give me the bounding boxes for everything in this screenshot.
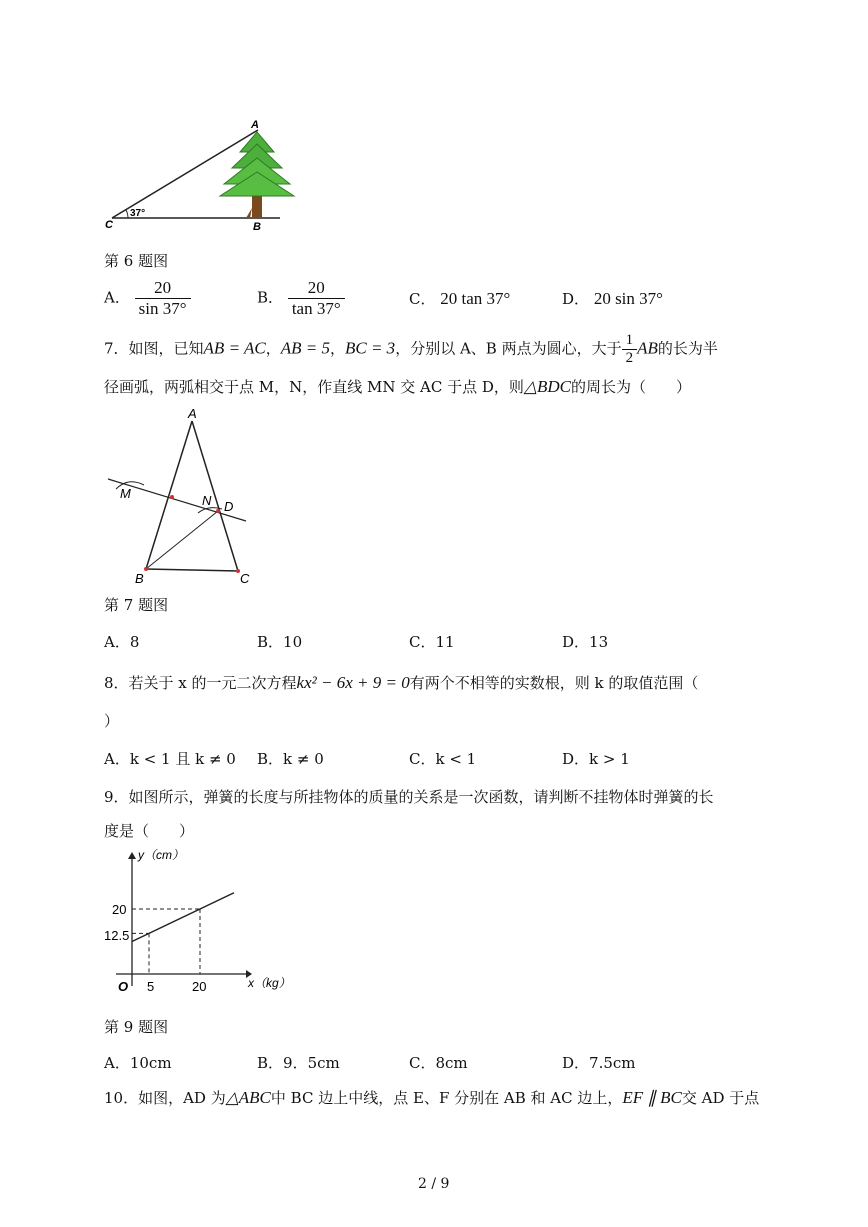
tree-image [220, 132, 294, 218]
q8-line2: ） [104, 712, 120, 730]
q9-option-a[interactable]: A．10cm [104, 1054, 172, 1072]
y-tick-20: 20 [112, 902, 127, 917]
q7-caption: 第 7 题图 [104, 596, 169, 614]
y-axis-arrow [128, 852, 136, 859]
q6-option-a-letter: A． [104, 288, 130, 307]
q9-line1: 9．如图所示，弹簧的长度与所挂物体的质量的关系是一次函数，请判断不挂物体时弹簧的长 [104, 788, 714, 806]
q7-option-d[interactable]: D．13 [562, 633, 609, 651]
q7-label-a: A [188, 406, 197, 421]
q7-option-a[interactable]: A．8 [104, 633, 140, 651]
q10-line1: 10．如图，AD 为△ABC中 BC 边上中线，点 E、F 分别在 AB 和 AC 边上，EF ∥ BC交 AD 于点 [104, 1088, 760, 1107]
q6-option-c-text: 20 tan 37° [440, 289, 511, 308]
q9-function-line [132, 893, 234, 942]
q8-option-c[interactable]: C．k < 1 [409, 750, 477, 768]
q6-caption: 第 6 题图 [104, 252, 169, 270]
q7-label-d: D [224, 499, 234, 514]
q7-option-b[interactable]: B．10 [257, 633, 303, 651]
x-axis-label: x（kg） [248, 976, 291, 990]
q6-option-c[interactable] [409, 288, 510, 309]
q8-option-d[interactable]: D．k > 1 [562, 750, 630, 768]
q6-option-b-fraction: $\frac{20}{\tan 37^\circ}$ [288, 278, 345, 319]
q6-option-b[interactable] [257, 278, 345, 319]
q8-option-b[interactable]: B．k ≠ 0 [257, 750, 324, 768]
q9-option-d[interactable]: D．7.5cm [562, 1054, 636, 1072]
q9-graph [100, 845, 300, 1000]
x-tick-5: 5 [147, 979, 155, 994]
q6-option-c-letter: C． [409, 290, 436, 308]
y-tick-12-5: 12.5 [104, 928, 130, 943]
q7-label-c: C [240, 571, 250, 585]
q6-option-a-fraction: $\frac{20}{\sin 37^\circ}$ [135, 278, 191, 319]
q6-option-d-letter: D． [562, 290, 590, 308]
q9-line2: 度是（ ） [104, 822, 195, 840]
q9-option-c[interactable]: C．8cm [409, 1054, 468, 1072]
x-tick-20: 20 [192, 979, 207, 994]
q7-line2: 径画弧，两弧相交于点 M，N，作直线 MN 交 AC 于点 D，则△BDC的周长为（ ） [104, 377, 692, 396]
q9-option-b[interactable]: B．9．5cm [257, 1054, 340, 1072]
q6-label-angle: 37° [130, 208, 146, 219]
q8-line1: 8．若关于 x 的一元二次方程kx² − 6x + 9 = 0有两个不相等的实数根，则 k 的取值范围（ [104, 673, 699, 692]
q6-label-c: C [105, 219, 113, 231]
q7-label-n: N [202, 493, 212, 508]
q9-caption: 第 9 题图 [104, 1018, 169, 1036]
origin-label: O [118, 979, 129, 994]
q7-option-c[interactable]: C．11 [409, 633, 455, 651]
q7-label-b: B [135, 571, 144, 585]
page-number: 2 / 9 [418, 1176, 450, 1192]
q6-label-b: B [253, 221, 261, 233]
q6-option-d[interactable] [562, 288, 663, 309]
q6-option-d-text: 20 sin 37° [593, 289, 663, 308]
q7-figure [100, 405, 260, 585]
y-axis-label: y（cm） [138, 848, 184, 862]
q7-label-m: M [120, 486, 131, 501]
q6-figure [100, 116, 310, 236]
q7-line1: 7．如图，已知AB = AC，AB = 5，BC = 3，分别以 A、B 两点为圆心，大于 $\frac{1}{2}$ AB的长为半 [104, 332, 718, 366]
q6-option-b-letter: B． [257, 288, 284, 307]
q8-option-a[interactable]: A．k < 1 且 k ≠ 0 [104, 750, 236, 768]
q6-label-a: A [251, 119, 259, 131]
q6-option-a[interactable] [104, 278, 191, 319]
